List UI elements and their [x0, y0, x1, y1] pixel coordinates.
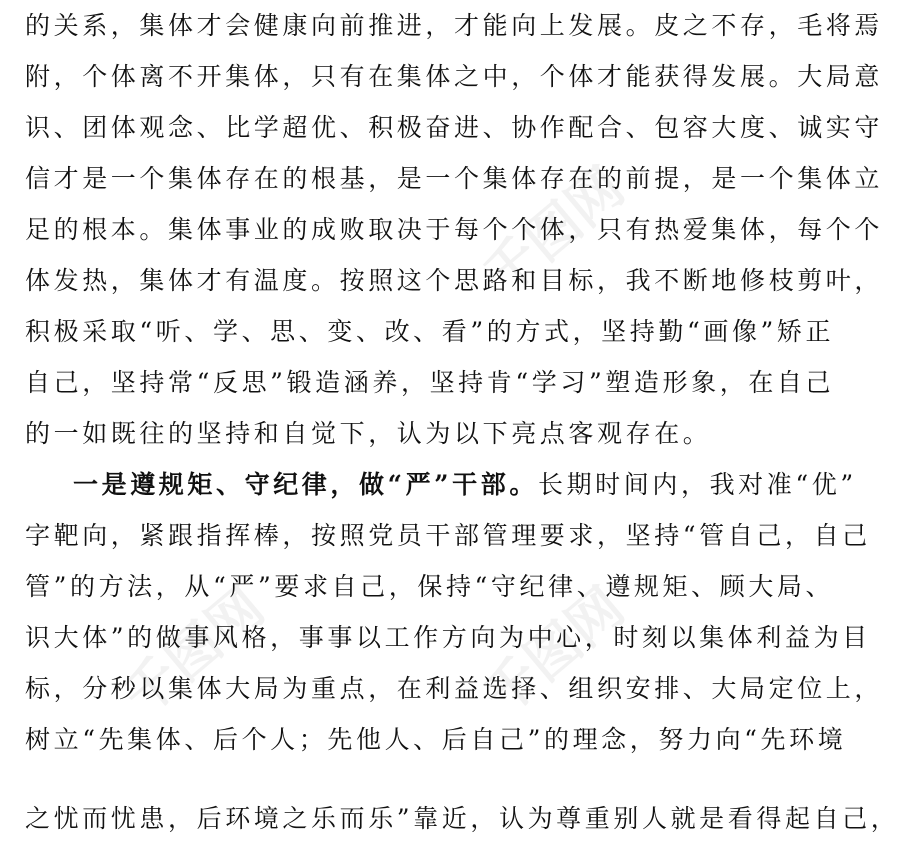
watermark: 千图网: [471, 155, 636, 308]
text-line: 自己，坚持常“反思”锻造涵养，坚持肯“学习”塑造形象，在自己: [25, 368, 835, 397]
text-line-cut-off: 之忧而忧患，后环境之乐而乐”靠近，认为尊重别人就是看得起自己，: [25, 804, 899, 833]
text-line: 树立“先集体、后个人；先他人、后自己”的理念，努力向“先环境: [25, 725, 847, 754]
section-heading: 一是遵规矩、守纪律，做“严”干部。: [73, 470, 538, 499]
document-body: [25, 0, 899, 833]
text-line: 信才是一个集体存在的根基，是一个集体存在的前提，是一个集体立: [25, 164, 884, 193]
text-line: 标，分秒以集体大局为重点，在利益选择、组织安排、大局定位上，: [25, 674, 884, 703]
paragraph-text: 长期时间内，我对准“优”: [537, 470, 857, 499]
watermark: 千图网: [111, 575, 276, 728]
text-line: 识大体”的做事风格，事事以工作方向为中心，时刻以集体利益为目: [25, 623, 871, 652]
text-line: 管”的方法，从“严”要求自己，保持“守纪律、遵规矩、顾大局、: [25, 572, 835, 601]
text-line: 足的根本。集体事业的成败取决于每个个体，只有热爱集体，每个个: [25, 215, 884, 244]
paragraph-1: [25, 0, 884, 459]
text-line: 体发热，集体才有温度。按照这个思路和目标，我不断地修枝剪叶，: [25, 266, 884, 295]
paragraph-2: [25, 459, 899, 833]
paragraph-first-line: [25, 459, 857, 510]
text-line: 的一如既往的坚持和自觉下，认为以下亮点客观存在。: [25, 419, 712, 448]
text-line: 积极采取“听、学、思、变、改、看”的方式，坚持勤“画像”矫正: [25, 317, 835, 346]
text-line: 附，个体离不开集体，只有在集体之中，个体才能获得发展。大局意: [25, 62, 884, 91]
text-line: 识、团体观念、比学超优、积极奋进、协作配合、包容大度、诚实守: [25, 113, 884, 142]
watermark: 千图网: [471, 575, 636, 728]
text-line: 的关系，集体才会健康向前推进，才能向上发展。皮之不存，毛将焉: [25, 11, 884, 40]
text-line: 字靶向，紧跟指挥棒，按照党员干部管理要求，坚持“管自己，自己: [25, 521, 871, 550]
